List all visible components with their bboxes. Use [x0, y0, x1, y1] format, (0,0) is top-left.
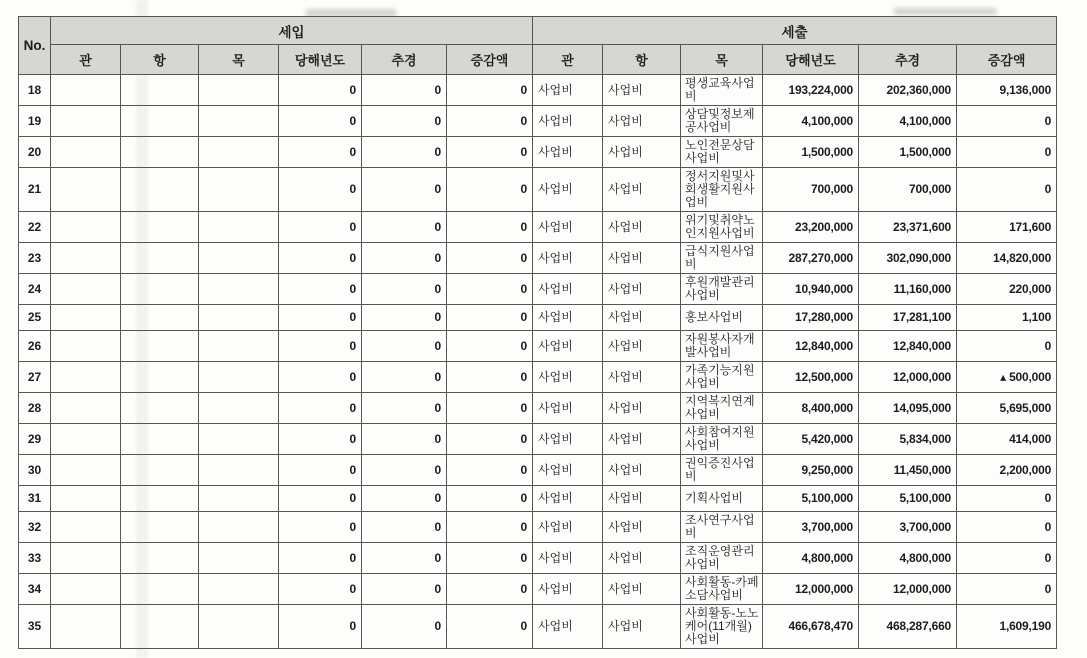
revenue-gwan-cell [51, 512, 121, 543]
revenue-supplementary-cell: 0 [362, 512, 447, 543]
expenditure-supplementary-cell: 202,360,000 [859, 75, 957, 106]
expenditure-supplementary-cell: 1,500,000 [859, 137, 957, 168]
expenditure-gwan-cell: 사업비 [533, 605, 603, 649]
revenue-mok-cell [199, 274, 279, 305]
table-row [19, 543, 1057, 574]
revenue-current-year-cell: 0 [279, 331, 362, 362]
expenditure-gwan-cell: 사업비 [533, 106, 603, 137]
revenue-mok-cell [199, 455, 279, 486]
expenditure-gwan-cell: 사업비 [533, 574, 603, 605]
budget-table [18, 16, 1057, 649]
row-number-cell: 35 [19, 605, 51, 649]
revenue-current-year-header: 당해년도 [279, 45, 362, 75]
expenditure-gwan-header: 관 [533, 45, 603, 75]
expenditure-current-year-cell: 17,280,000 [763, 305, 859, 331]
expenditure-mok-cell: 상담및정보제공사업비 [681, 106, 763, 137]
table-row [19, 168, 1057, 212]
expenditure-mok-cell: 홍보사업비 [681, 305, 763, 331]
revenue-change-cell: 0 [447, 512, 533, 543]
revenue-hang-cell [121, 574, 199, 605]
table-row [19, 274, 1057, 305]
expenditure-mok-cell: 가족기능지원사업비 [681, 362, 763, 393]
row-number-cell: 29 [19, 424, 51, 455]
table-row [19, 424, 1057, 455]
expenditure-change-cell: 0 [957, 486, 1057, 512]
expenditure-change-cell: 1,100 [957, 305, 1057, 331]
expenditure-change-cell: 5,695,000 [957, 393, 1057, 424]
expenditure-hang-cell: 사업비 [603, 106, 681, 137]
expenditure-change-cell: ▴ 500,000 [957, 362, 1057, 393]
expenditure-hang-header: 항 [603, 45, 681, 75]
revenue-gwan-cell [51, 212, 121, 243]
expenditure-current-year-cell: 12,500,000 [763, 362, 859, 393]
revenue-current-year-cell: 0 [279, 243, 362, 274]
expenditure-gwan-cell: 사업비 [533, 331, 603, 362]
revenue-gwan-cell [51, 106, 121, 137]
revenue-supplementary-cell: 0 [362, 305, 447, 331]
revenue-change-cell: 0 [447, 168, 533, 212]
revenue-hang-cell [121, 331, 199, 362]
revenue-gwan-cell [51, 393, 121, 424]
revenue-change-cell: 0 [447, 274, 533, 305]
expenditure-hang-cell: 사업비 [603, 212, 681, 243]
expenditure-current-year-cell: 466,678,470 [763, 605, 859, 649]
expenditure-change-cell: 0 [957, 168, 1057, 212]
revenue-hang-cell [121, 605, 199, 649]
row-number-cell: 26 [19, 331, 51, 362]
expenditure-mok-cell: 조사연구사업비 [681, 512, 763, 543]
table-row [19, 393, 1057, 424]
revenue-current-year-cell: 0 [279, 137, 362, 168]
revenue-hang-cell [121, 168, 199, 212]
revenue-mok-cell [199, 362, 279, 393]
sub-header-row [19, 45, 1057, 75]
revenue-gwan-cell [51, 305, 121, 331]
revenue-current-year-cell: 0 [279, 362, 362, 393]
group-header-row [19, 17, 1057, 45]
revenue-current-year-cell: 0 [279, 574, 362, 605]
expenditure-hang-cell: 사업비 [603, 455, 681, 486]
revenue-current-year-cell: 0 [279, 305, 362, 331]
expenditure-change-cell: 1,609,190 [957, 605, 1057, 649]
expenditure-change-cell: 0 [957, 106, 1057, 137]
revenue-mok-cell [199, 605, 279, 649]
revenue-change-header: 증감액 [447, 45, 533, 75]
expenditure-change-header: 증감액 [957, 45, 1057, 75]
expenditure-supplementary-cell: 4,100,000 [859, 106, 957, 137]
expenditure-current-year-cell: 287,270,000 [763, 243, 859, 274]
revenue-current-year-cell: 0 [279, 605, 362, 649]
revenue-mok-header: 목 [199, 45, 279, 75]
table-row [19, 106, 1057, 137]
expenditure-supplementary-cell: 12,000,000 [859, 362, 957, 393]
expenditure-change-cell: 171,600 [957, 212, 1057, 243]
expenditure-hang-cell: 사업비 [603, 362, 681, 393]
revenue-mok-cell [199, 212, 279, 243]
expenditure-supplementary-cell: 17,281,100 [859, 305, 957, 331]
expenditure-gwan-cell: 사업비 [533, 362, 603, 393]
revenue-mok-cell [199, 106, 279, 137]
revenue-mok-cell [199, 331, 279, 362]
expenditure-mok-cell: 조직운영관리사업비 [681, 543, 763, 574]
expenditure-group-header: 세출 [533, 17, 1057, 45]
revenue-supplementary-cell: 0 [362, 543, 447, 574]
revenue-current-year-cell: 0 [279, 393, 362, 424]
revenue-current-year-cell: 0 [279, 543, 362, 574]
expenditure-change-cell: 220,000 [957, 274, 1057, 305]
revenue-hang-cell [121, 486, 199, 512]
expenditure-current-year-cell: 700,000 [763, 168, 859, 212]
expenditure-gwan-cell: 사업비 [533, 212, 603, 243]
revenue-supplementary-cell: 0 [362, 393, 447, 424]
revenue-gwan-cell [51, 75, 121, 106]
row-number-cell: 22 [19, 212, 51, 243]
expenditure-mok-cell: 사회활동-노노케어(11개월)사업비 [681, 605, 763, 649]
expenditure-supplementary-cell: 4,800,000 [859, 543, 957, 574]
revenue-change-cell: 0 [447, 75, 533, 106]
expenditure-gwan-cell: 사업비 [533, 168, 603, 212]
expenditure-mok-cell: 사회참여지원사업비 [681, 424, 763, 455]
revenue-supplementary-cell: 0 [362, 137, 447, 168]
row-number-cell: 21 [19, 168, 51, 212]
revenue-supplementary-cell: 0 [362, 106, 447, 137]
row-number-cell: 23 [19, 243, 51, 274]
revenue-gwan-cell [51, 605, 121, 649]
expenditure-gwan-cell: 사업비 [533, 274, 603, 305]
revenue-hang-cell [121, 543, 199, 574]
revenue-gwan-cell [51, 362, 121, 393]
expenditure-gwan-cell: 사업비 [533, 424, 603, 455]
revenue-change-cell: 0 [447, 455, 533, 486]
revenue-change-cell: 0 [447, 106, 533, 137]
no-column-header: No. [19, 17, 51, 75]
row-number-cell: 31 [19, 486, 51, 512]
expenditure-change-cell: 14,820,000 [957, 243, 1057, 274]
revenue-gwan-cell [51, 331, 121, 362]
revenue-hang-cell [121, 274, 199, 305]
expenditure-hang-cell: 사업비 [603, 274, 681, 305]
revenue-current-year-cell: 0 [279, 455, 362, 486]
expenditure-current-year-cell: 1,500,000 [763, 137, 859, 168]
expenditure-gwan-cell: 사업비 [533, 393, 603, 424]
expenditure-supplementary-cell: 12,000,000 [859, 574, 957, 605]
revenue-change-cell: 0 [447, 305, 533, 331]
revenue-hang-cell [121, 362, 199, 393]
expenditure-current-year-cell: 12,840,000 [763, 331, 859, 362]
revenue-mok-cell [199, 393, 279, 424]
expenditure-current-year-cell: 23,200,000 [763, 212, 859, 243]
expenditure-supplementary-header: 추경 [859, 45, 957, 75]
expenditure-supplementary-cell: 14,095,000 [859, 393, 957, 424]
revenue-gwan-header: 관 [51, 45, 121, 75]
table-row [19, 75, 1057, 106]
revenue-hang-cell [121, 393, 199, 424]
expenditure-change-cell: 414,000 [957, 424, 1057, 455]
revenue-mok-cell [199, 574, 279, 605]
row-number-cell: 28 [19, 393, 51, 424]
revenue-change-cell: 0 [447, 424, 533, 455]
expenditure-current-year-cell: 10,940,000 [763, 274, 859, 305]
expenditure-supplementary-cell: 5,100,000 [859, 486, 957, 512]
expenditure-mok-cell: 사회활동-카페소담사업비 [681, 574, 763, 605]
revenue-change-cell: 0 [447, 243, 533, 274]
revenue-current-year-cell: 0 [279, 274, 362, 305]
revenue-hang-cell [121, 212, 199, 243]
revenue-change-cell: 0 [447, 212, 533, 243]
expenditure-hang-cell: 사업비 [603, 512, 681, 543]
expenditure-mok-cell: 자원봉사자개발사업비 [681, 331, 763, 362]
revenue-mok-cell [199, 75, 279, 106]
revenue-supplementary-cell: 0 [362, 243, 447, 274]
expenditure-mok-cell: 후원개발관리사업비 [681, 274, 763, 305]
revenue-mok-cell [199, 486, 279, 512]
revenue-mok-cell [199, 137, 279, 168]
expenditure-supplementary-cell: 23,371,600 [859, 212, 957, 243]
revenue-supplementary-cell: 0 [362, 331, 447, 362]
row-number-cell: 34 [19, 574, 51, 605]
revenue-change-cell: 0 [447, 331, 533, 362]
revenue-gwan-cell [51, 486, 121, 512]
expenditure-supplementary-cell: 700,000 [859, 168, 957, 212]
revenue-supplementary-cell: 0 [362, 424, 447, 455]
expenditure-current-year-header: 당해년도 [763, 45, 859, 75]
expenditure-hang-cell: 사업비 [603, 243, 681, 274]
expenditure-current-year-cell: 4,100,000 [763, 106, 859, 137]
revenue-current-year-cell: 0 [279, 212, 362, 243]
revenue-gwan-cell [51, 455, 121, 486]
revenue-hang-cell [121, 424, 199, 455]
revenue-change-cell: 0 [447, 543, 533, 574]
expenditure-current-year-cell: 193,224,000 [763, 75, 859, 106]
revenue-current-year-cell: 0 [279, 486, 362, 512]
expenditure-change-cell: 9,136,000 [957, 75, 1057, 106]
expenditure-gwan-cell: 사업비 [533, 305, 603, 331]
expenditure-supplementary-cell: 12,840,000 [859, 331, 957, 362]
revenue-supplementary-cell: 0 [362, 574, 447, 605]
expenditure-current-year-cell: 8,400,000 [763, 393, 859, 424]
scan-smudge [893, 8, 997, 15]
expenditure-change-cell: 0 [957, 137, 1057, 168]
row-number-cell: 33 [19, 543, 51, 574]
expenditure-change-cell: 0 [957, 543, 1057, 574]
table-row [19, 455, 1057, 486]
expenditure-current-year-cell: 5,100,000 [763, 486, 859, 512]
revenue-change-cell: 0 [447, 393, 533, 424]
revenue-mok-cell [199, 168, 279, 212]
expenditure-hang-cell: 사업비 [603, 393, 681, 424]
revenue-gwan-cell [51, 574, 121, 605]
expenditure-mok-header: 목 [681, 45, 763, 75]
expenditure-hang-cell: 사업비 [603, 605, 681, 649]
table-row [19, 243, 1057, 274]
expenditure-hang-cell: 사업비 [603, 137, 681, 168]
revenue-change-cell: 0 [447, 362, 533, 393]
expenditure-mok-cell: 지역복지연계사업비 [681, 393, 763, 424]
table-row [19, 574, 1057, 605]
revenue-change-cell: 0 [447, 486, 533, 512]
revenue-gwan-cell [51, 243, 121, 274]
revenue-current-year-cell: 0 [279, 75, 362, 106]
row-number-cell: 18 [19, 75, 51, 106]
expenditure-mok-cell: 평생교육사업비 [681, 75, 763, 106]
revenue-mok-cell [199, 424, 279, 455]
expenditure-supplementary-cell: 468,287,660 [859, 605, 957, 649]
table-row [19, 305, 1057, 331]
expenditure-change-cell: 0 [957, 574, 1057, 605]
revenue-gwan-cell [51, 543, 121, 574]
expenditure-hang-cell: 사업비 [603, 574, 681, 605]
expenditure-current-year-cell: 12,000,000 [763, 574, 859, 605]
expenditure-current-year-cell: 5,420,000 [763, 424, 859, 455]
expenditure-supplementary-cell: 11,450,000 [859, 455, 957, 486]
expenditure-current-year-cell: 3,700,000 [763, 512, 859, 543]
revenue-hang-header: 항 [121, 45, 199, 75]
expenditure-mok-cell: 노인전문상담사업비 [681, 137, 763, 168]
revenue-hang-cell [121, 455, 199, 486]
revenue-mok-cell [199, 243, 279, 274]
revenue-change-cell: 0 [447, 574, 533, 605]
row-number-cell: 25 [19, 305, 51, 331]
table-row [19, 331, 1057, 362]
revenue-current-year-cell: 0 [279, 106, 362, 137]
expenditure-gwan-cell: 사업비 [533, 486, 603, 512]
row-number-cell: 20 [19, 137, 51, 168]
expenditure-supplementary-cell: 302,090,000 [859, 243, 957, 274]
revenue-supplementary-cell: 0 [362, 455, 447, 486]
row-number-cell: 32 [19, 512, 51, 543]
revenue-group-header: 세입 [51, 17, 533, 45]
expenditure-mok-cell: 권익증진사업비 [681, 455, 763, 486]
revenue-supplementary-header: 추경 [362, 45, 447, 75]
expenditure-mok-cell: 급식지원사업비 [681, 243, 763, 274]
revenue-mok-cell [199, 543, 279, 574]
expenditure-mok-cell: 정서지원및사회생활지원사업비 [681, 168, 763, 212]
revenue-gwan-cell [51, 274, 121, 305]
revenue-change-cell: 0 [447, 605, 533, 649]
revenue-hang-cell [121, 75, 199, 106]
table-row [19, 605, 1057, 649]
revenue-supplementary-cell: 0 [362, 212, 447, 243]
revenue-supplementary-cell: 0 [362, 486, 447, 512]
revenue-current-year-cell: 0 [279, 168, 362, 212]
expenditure-current-year-cell: 9,250,000 [763, 455, 859, 486]
row-number-cell: 24 [19, 274, 51, 305]
expenditure-hang-cell: 사업비 [603, 543, 681, 574]
expenditure-hang-cell: 사업비 [603, 305, 681, 331]
expenditure-supplementary-cell: 3,700,000 [859, 512, 957, 543]
row-number-cell: 19 [19, 106, 51, 137]
expenditure-change-cell: 0 [957, 331, 1057, 362]
revenue-supplementary-cell: 0 [362, 605, 447, 649]
revenue-hang-cell [121, 305, 199, 331]
expenditure-mok-cell: 기획사업비 [681, 486, 763, 512]
revenue-supplementary-cell: 0 [362, 274, 447, 305]
table-row [19, 137, 1057, 168]
expenditure-supplementary-cell: 5,834,000 [859, 424, 957, 455]
revenue-hang-cell [121, 137, 199, 168]
revenue-current-year-cell: 0 [279, 424, 362, 455]
revenue-current-year-cell: 0 [279, 512, 362, 543]
row-number-cell: 30 [19, 455, 51, 486]
revenue-supplementary-cell: 0 [362, 362, 447, 393]
expenditure-gwan-cell: 사업비 [533, 243, 603, 274]
expenditure-gwan-cell: 사업비 [533, 512, 603, 543]
revenue-hang-cell [121, 106, 199, 137]
expenditure-gwan-cell: 사업비 [533, 543, 603, 574]
revenue-mok-cell [199, 512, 279, 543]
revenue-supplementary-cell: 0 [362, 168, 447, 212]
revenue-gwan-cell [51, 424, 121, 455]
expenditure-supplementary-cell: 11,160,000 [859, 274, 957, 305]
revenue-hang-cell [121, 243, 199, 274]
revenue-supplementary-cell: 0 [362, 75, 447, 106]
table-row [19, 512, 1057, 543]
expenditure-gwan-cell: 사업비 [533, 75, 603, 106]
expenditure-gwan-cell: 사업비 [533, 137, 603, 168]
expenditure-gwan-cell: 사업비 [533, 455, 603, 486]
revenue-gwan-cell [51, 137, 121, 168]
expenditure-current-year-cell: 4,800,000 [763, 543, 859, 574]
revenue-gwan-cell [51, 168, 121, 212]
table-row [19, 486, 1057, 512]
expenditure-mok-cell: 위기및취약노인지원사업비 [681, 212, 763, 243]
table-row [19, 362, 1057, 393]
table-row [19, 212, 1057, 243]
row-number-cell: 27 [19, 362, 51, 393]
expenditure-hang-cell: 사업비 [603, 75, 681, 106]
revenue-hang-cell [121, 512, 199, 543]
revenue-mok-cell [199, 305, 279, 331]
revenue-change-cell: 0 [447, 137, 533, 168]
expenditure-hang-cell: 사업비 [603, 168, 681, 212]
expenditure-change-cell: 0 [957, 512, 1057, 543]
expenditure-hang-cell: 사업비 [603, 331, 681, 362]
expenditure-hang-cell: 사업비 [603, 424, 681, 455]
expenditure-hang-cell: 사업비 [603, 486, 681, 512]
expenditure-change-cell: 2,200,000 [957, 455, 1057, 486]
